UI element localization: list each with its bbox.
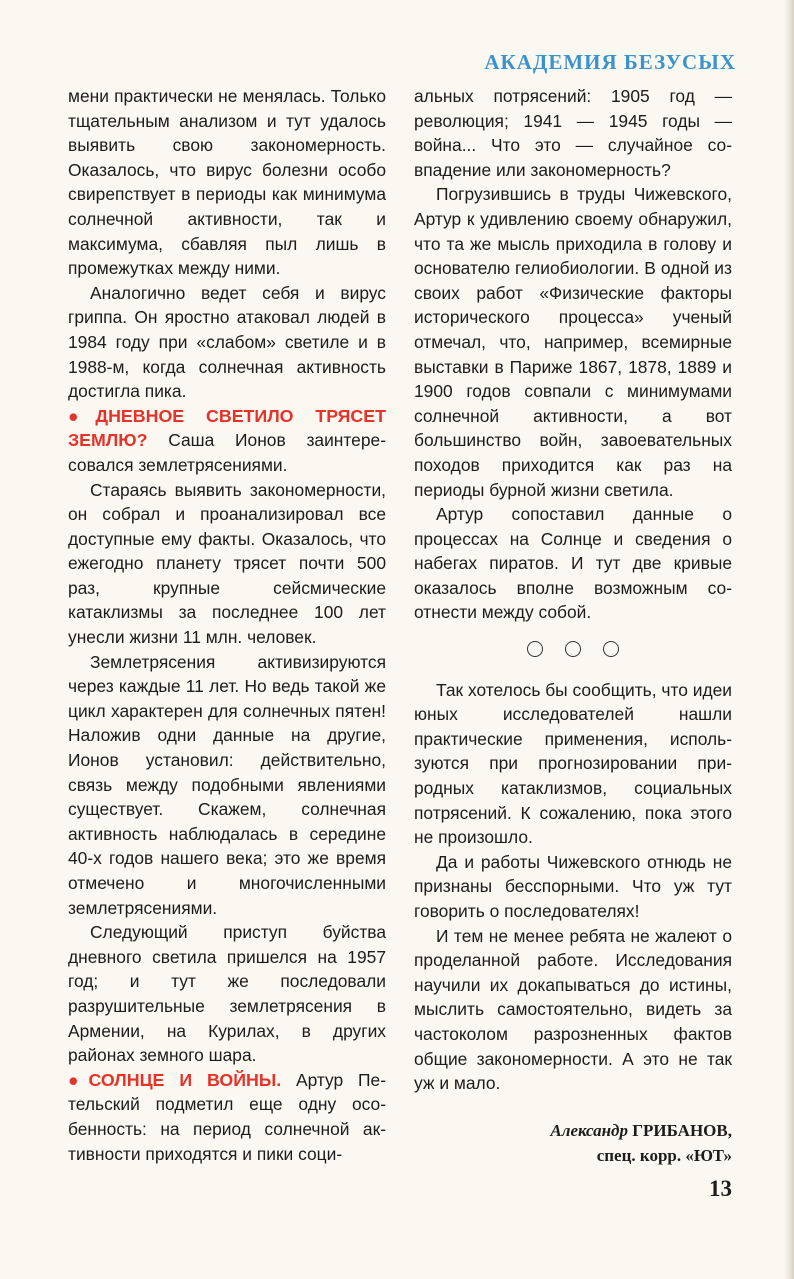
author-signature bbox=[550, 1118, 732, 1168]
paragraph: Аналогично ведет себя и вирус гриппа. Он яростно атаковал людей в 1984 году при «слабом» светиле и в 1988-м, когда солнечная активность достигла пика. bbox=[68, 282, 386, 402]
paragraph: Стараясь выявить закономерности, он собрал и проанализировал все доступные ему факты. Оказалось, что ежегодно планету трясет почти 500 раз, крупные сейсмические катаклизмы за последнее 100 лет унесли жизни 11 млн. человек. bbox=[68, 479, 386, 648]
circle-icon bbox=[603, 641, 619, 657]
subheading-paragraph bbox=[68, 1068, 386, 1166]
subheading: СОЛНЦЕ И ВОЙНЫ. bbox=[88, 1069, 282, 1090]
paragraph-text: Артур Петельский подметил еще одну особенность: на период солнечной активности приходятся и пики соци- bbox=[68, 1069, 386, 1164]
author-role-line: спец. корр. «ЮТ» bbox=[596, 1146, 732, 1165]
paragraph: Погрузившись в труды Чижевского, Артур к удивлению своему обнаружил, что та же мысль приходила в голову и основателю гелиобиологии. В одной из своих работ «Физические факторы исторического процесса» ученый отмечал, что, например, всемирные выставки в Париже 1867, 1878, 1889 и 1900 годов совпали с минимумами солнечной активности, а вот большинство войн, завоевательных походов приходится как раз на периоды бурной жизни светила. bbox=[414, 184, 732, 500]
paragraph: Да и работы Чижевского отнюдь не признаны бесспорными. Что уж тут говорить о последователях! bbox=[414, 851, 732, 921]
bullet-icon: ● bbox=[68, 405, 96, 426]
paragraph-text: Саша Ионов заинтересовался землетрясениями. bbox=[68, 430, 386, 475]
bullet-icon: ● bbox=[68, 1069, 89, 1090]
circle-icon bbox=[527, 641, 543, 657]
section-title: АКАДЕМИЯ БЕЗУСЫХ bbox=[484, 50, 736, 74]
right-column bbox=[414, 84, 732, 1096]
paragraph: Так хотелось бы сообщить, что идеи юных исследователей нашли практические применения, используются при прогнозировании природных катаклизмов, социальных потрясений. К сожалению, пока этого не произошло. bbox=[414, 679, 732, 848]
subheading-paragraph bbox=[68, 404, 386, 478]
author-name-line: Александр ГРИБАНОВ, bbox=[550, 1121, 732, 1140]
paragraph: Следующий приступ буйства дневного светила пришелся на 1957 год; и тут же последовали разрушительные землетрясения в Армении, на Курилах, в других районах земного шара. bbox=[68, 922, 386, 1066]
paragraph: Землетрясения активизируются через каждые 11 лет. Но ведь такой же цикл характерен для солнечных пятен! Наложив одни данные на другие, Ионов установил: действительно, связь между подобными явлениями существует. Скажем, солнечная активность наблюдалась в середине 40-х годов нашего века; это же время отмечено и многочисленными землетрясениями. bbox=[68, 651, 386, 918]
paragraph: мени практически не менялась. Только тщательным анализом и тут удалось выявить свою закономерность. Оказалось, что вирус болезни особо свирепствует в периоды как минимума солнечной активности, так и максимума, сбавляя пыл лишь в промежутках между ними. bbox=[68, 86, 386, 279]
paragraph: альных потрясений: 1905 год — революция; 1941 — 1945 годы — война... Что это — случайное совпадение или закономерность? bbox=[414, 86, 732, 180]
subheading: ДНЕВНОЕ СВЕТИЛО ТРЯСЕТ ЗЕМЛЮ? bbox=[68, 405, 386, 451]
circle-icon bbox=[565, 641, 581, 657]
left-column bbox=[68, 84, 386, 1166]
paragraph: Артур сопоставил данные о процессах на Солнце и сведения о набегах пиратов. И тут две кривые оказалось вполне возможным соотнести между собой. bbox=[414, 504, 732, 623]
page-number: 13 bbox=[709, 1176, 732, 1201]
paragraph: И тем не менее ребята не жалеют о проделанной работе. Исследования научили их докапываться до истины, мыслить самостоятельно, видеть за частоколом разрозненных фактов общие закономерности. А это не так уж и мало. bbox=[414, 925, 732, 1094]
page-edge bbox=[784, 0, 794, 1279]
section-separator bbox=[414, 639, 732, 664]
